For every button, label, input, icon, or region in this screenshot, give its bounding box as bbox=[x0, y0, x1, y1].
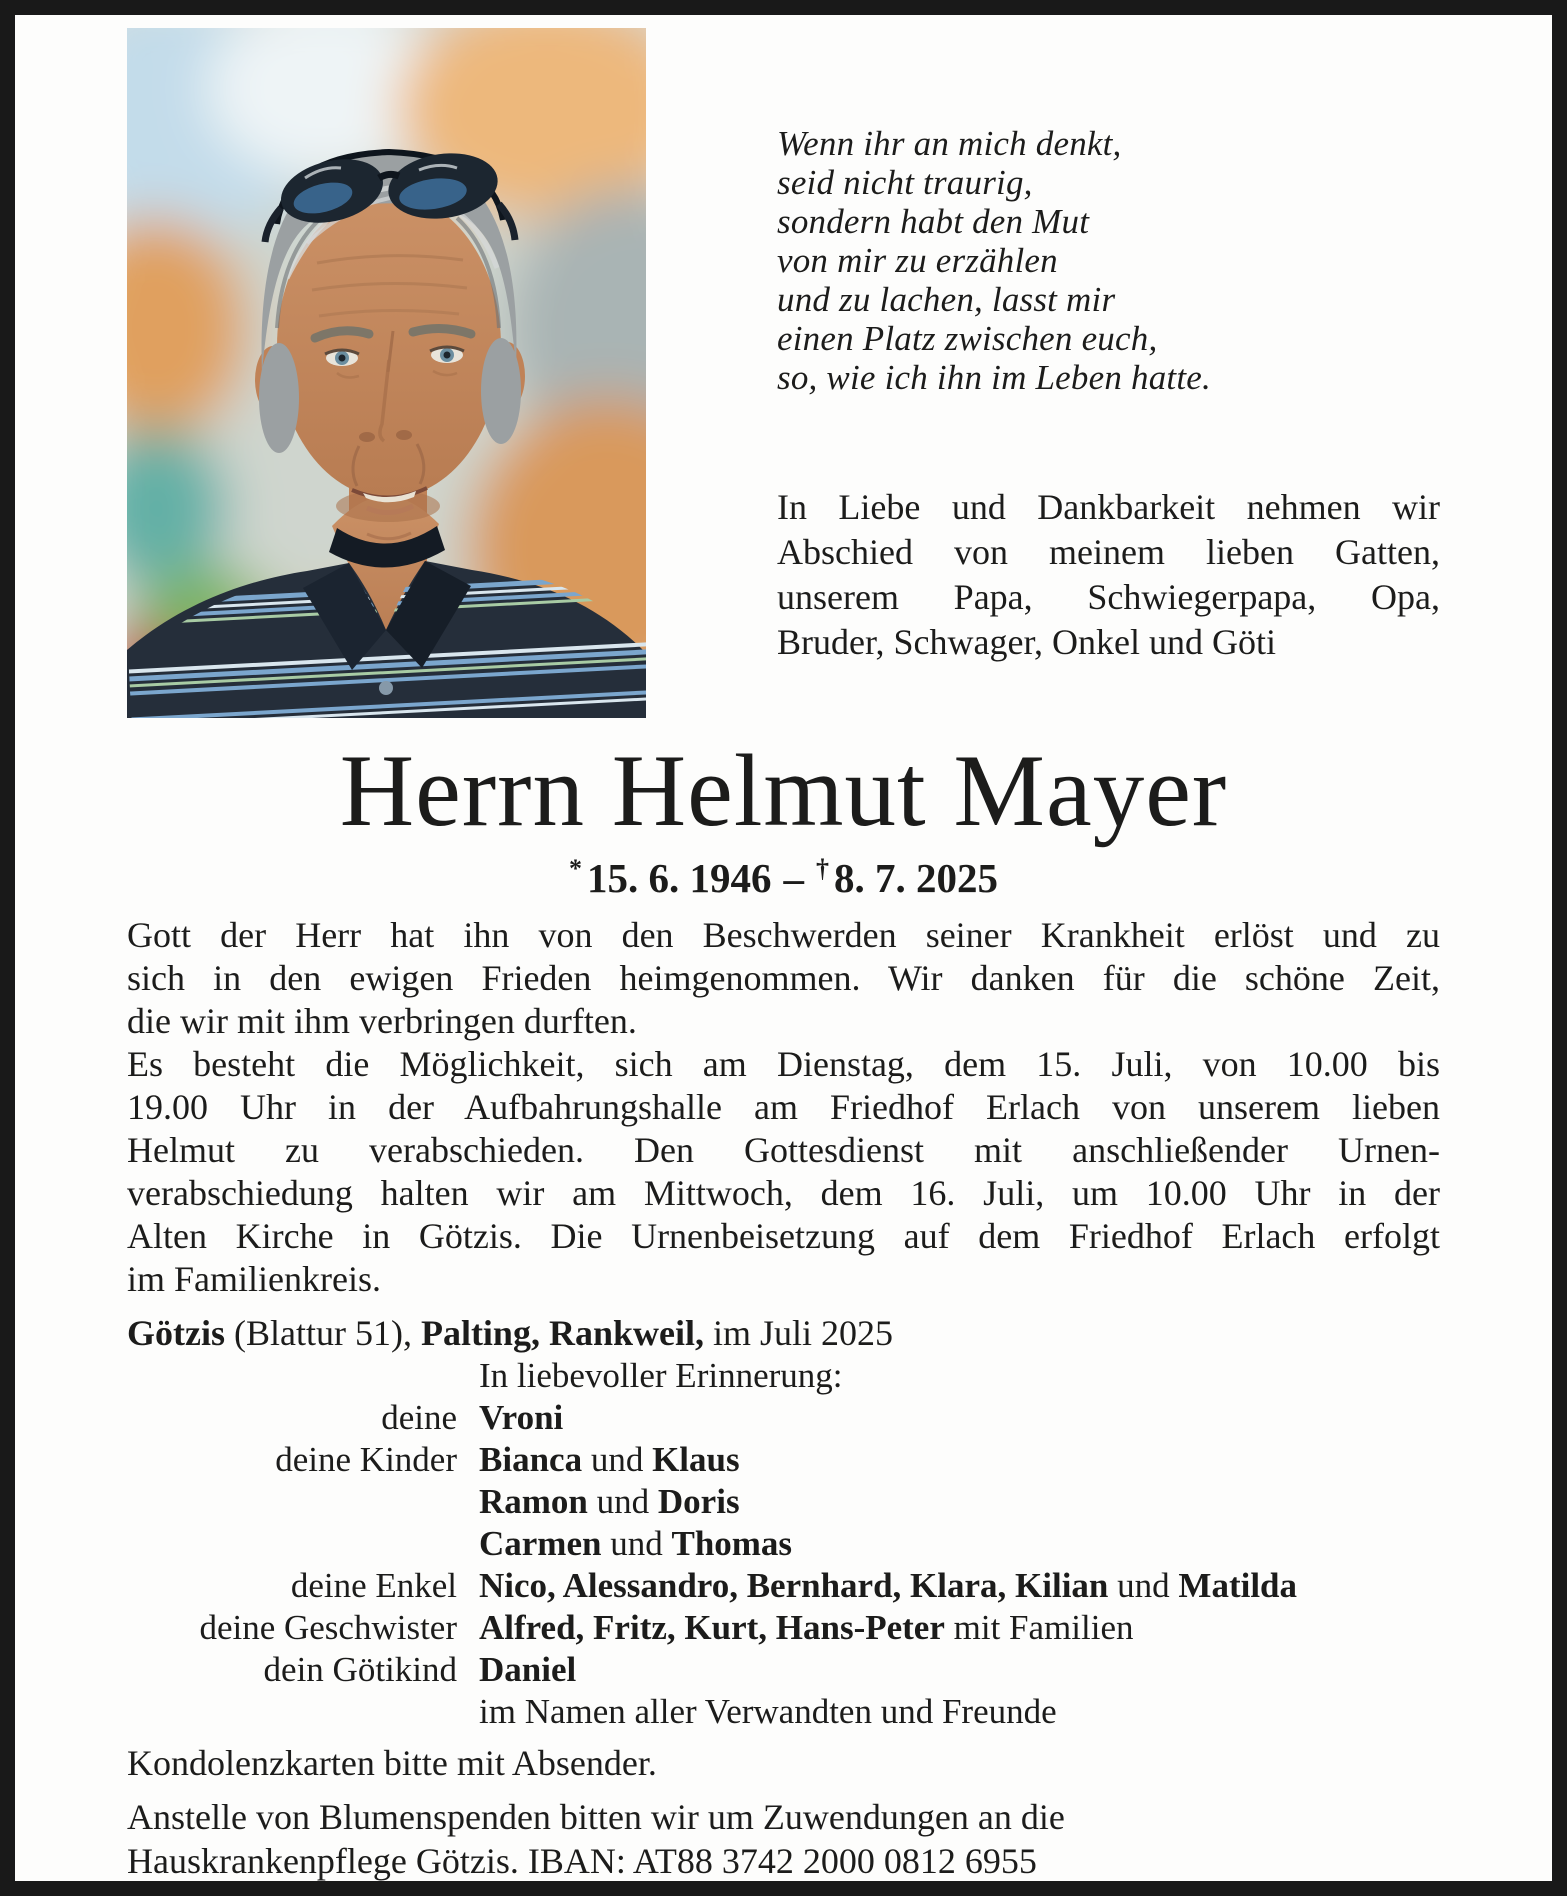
text-line: In Liebe und Dankbarkeit nehmen wir bbox=[777, 487, 1440, 527]
family-name-bold: Thomas bbox=[671, 1524, 793, 1563]
family-relation-label: deine bbox=[381, 1398, 457, 1437]
text-line: sondern habt den Mut bbox=[777, 202, 1090, 241]
text-line: Helmut zu verabschieden. Den Gottesdienst mit anschließender Urnen- bbox=[127, 1130, 1440, 1170]
text-line: einen Platz zwischen euch, bbox=[777, 319, 1158, 358]
place-date-line-regular: im Juli 2025 bbox=[703, 1313, 894, 1353]
family-names bbox=[479, 1523, 792, 1565]
top-section bbox=[127, 28, 1440, 718]
farewell-intro bbox=[777, 485, 1440, 665]
family-name-bold: Ramon bbox=[479, 1482, 588, 1521]
family-relation-label: deine Enkel bbox=[290, 1566, 457, 1605]
family-relation-label bbox=[127, 1523, 457, 1565]
family-row bbox=[127, 1649, 1440, 1691]
family-row bbox=[127, 1397, 1440, 1439]
portrait-illustration bbox=[127, 28, 646, 718]
text-line: im Familienkreis. bbox=[127, 1259, 381, 1299]
text-line: 19.00 Uhr in der Aufbahrungshalle am Friedhof Erlach von unserem lieben bbox=[127, 1087, 1440, 1127]
text-line: verabschiedung halten wir am Mittwoch, dem 16. Juli, um 10.00 Uhr in der bbox=[127, 1173, 1440, 1213]
text-line: Bruder, Schwager, Onkel und Göti bbox=[777, 622, 1277, 662]
text-line: sich in den ewigen Frieden heimgenommen. Wir danken für die schöne Zeit, bbox=[127, 958, 1440, 998]
family-relation-label: deine Geschwister bbox=[199, 1608, 457, 1647]
dates-separator: – bbox=[783, 855, 804, 901]
family-row bbox=[127, 1481, 1440, 1523]
family-names bbox=[479, 1397, 563, 1439]
text-line: Wenn ihr an mich denkt, bbox=[777, 124, 1122, 163]
family-relation-label: deine Kinder bbox=[275, 1440, 457, 1479]
family-relation-label bbox=[127, 1691, 457, 1733]
text-line: Es besteht die Möglichkeit, sich am Dienstag, dem 15. Juli, von 10.00 bis bbox=[127, 1044, 1440, 1084]
donation-note bbox=[127, 1795, 1440, 1883]
death-date: 8. 7. 2025 bbox=[834, 855, 998, 901]
text-line: seid nicht traurig, bbox=[777, 163, 1033, 202]
family-names bbox=[479, 1439, 740, 1481]
family-name-regular: In liebevoller Erinnerung: bbox=[479, 1356, 843, 1395]
family-relation-label bbox=[127, 1481, 457, 1523]
family-names bbox=[479, 1607, 1133, 1649]
family-name-regular: mit Familien bbox=[944, 1608, 1134, 1647]
text-line: und zu lachen, lasst mir bbox=[777, 280, 1116, 319]
family-row bbox=[127, 1691, 1440, 1733]
text-line: Hauskrankenpflege Götzis. IBAN: AT88 3742 2000 0812 6955 bbox=[127, 1841, 1037, 1881]
family-name-bold: Carmen bbox=[479, 1524, 602, 1563]
text-line: so, wie ich ihn im Leben hatte. bbox=[777, 358, 1211, 397]
family-names bbox=[479, 1481, 740, 1523]
family-relation-label bbox=[127, 1355, 457, 1397]
family-name-bold: Alfred, Fritz, Kurt, Hans-Peter bbox=[479, 1608, 945, 1647]
family-name-regular: und bbox=[601, 1524, 672, 1563]
family-name-regular: und bbox=[582, 1440, 653, 1479]
family-names bbox=[479, 1649, 576, 1691]
family-names bbox=[479, 1565, 1297, 1607]
obituary-paragraph-2 bbox=[127, 1043, 1440, 1301]
portrait-photo bbox=[127, 28, 646, 718]
place-date-line-bold: Palting, Rankweil, bbox=[420, 1313, 704, 1353]
family-names bbox=[479, 1691, 1057, 1733]
place-date-line-regular: (Blattur 51), bbox=[224, 1313, 421, 1353]
family-name-bold: Klaus bbox=[652, 1440, 740, 1479]
family-name-bold: Bianca bbox=[479, 1440, 583, 1479]
text-line: unserem Papa, Schwiegerpapa, Opa, bbox=[777, 577, 1440, 617]
family-name-bold: Vroni bbox=[479, 1398, 564, 1437]
deceased-name-heading: Herrn Helmut Mayer bbox=[339, 734, 1228, 848]
family-relation-label: dein Götikind bbox=[263, 1650, 457, 1689]
death-symbol: † bbox=[816, 854, 829, 883]
family-row bbox=[127, 1523, 1440, 1565]
birth-date: 15. 6. 1946 bbox=[587, 855, 772, 901]
text-line: Abschied von meinem lieben Gatten, bbox=[777, 532, 1440, 572]
family-name-regular: im Namen aller Verwandten und Freunde bbox=[479, 1692, 1057, 1731]
family-row bbox=[127, 1439, 1440, 1481]
text-line: Alten Kirche in Götzis. Die Urnenbeisetzung auf dem Friedhof Erlach erfolgt bbox=[127, 1216, 1440, 1256]
family-name-bold: Matilda bbox=[1178, 1566, 1298, 1605]
family-name-bold: Daniel bbox=[479, 1650, 577, 1689]
family-row bbox=[127, 1565, 1440, 1607]
top-right-column bbox=[777, 28, 1440, 718]
family-name-bold: Nico, Alessandro, Bernhard, Klara, Kilian bbox=[479, 1566, 1109, 1605]
text-line: Gott der Herr hat ihn von den Beschwerden seiner Krankheit erlöst und zu bbox=[127, 915, 1440, 955]
family-names bbox=[479, 1355, 842, 1397]
text-line: die wir mit ihm verbringen durften. bbox=[127, 1001, 637, 1041]
life-dates bbox=[127, 854, 1440, 902]
family-name-regular: und bbox=[587, 1482, 658, 1521]
obituary-paragraph-1 bbox=[127, 914, 1440, 1043]
birth-symbol: * bbox=[569, 854, 582, 883]
place-date-line-bold: Götzis bbox=[127, 1313, 225, 1353]
family-name-regular: und bbox=[1108, 1566, 1179, 1605]
memorial-poem bbox=[777, 124, 1440, 397]
text-line: Anstelle von Blumenspenden bitten wir um Zuwendungen an die bbox=[127, 1797, 1065, 1837]
family-name-bold: Doris bbox=[657, 1482, 740, 1521]
family-row bbox=[127, 1607, 1440, 1649]
condolence-note: Kondolenzkarten bitte mit Absender. bbox=[127, 1743, 657, 1783]
text-line: von mir zu erzählen bbox=[777, 241, 1058, 280]
place-date-line bbox=[127, 1312, 1440, 1355]
family-row bbox=[127, 1355, 1440, 1397]
family-list bbox=[127, 1355, 1440, 1733]
